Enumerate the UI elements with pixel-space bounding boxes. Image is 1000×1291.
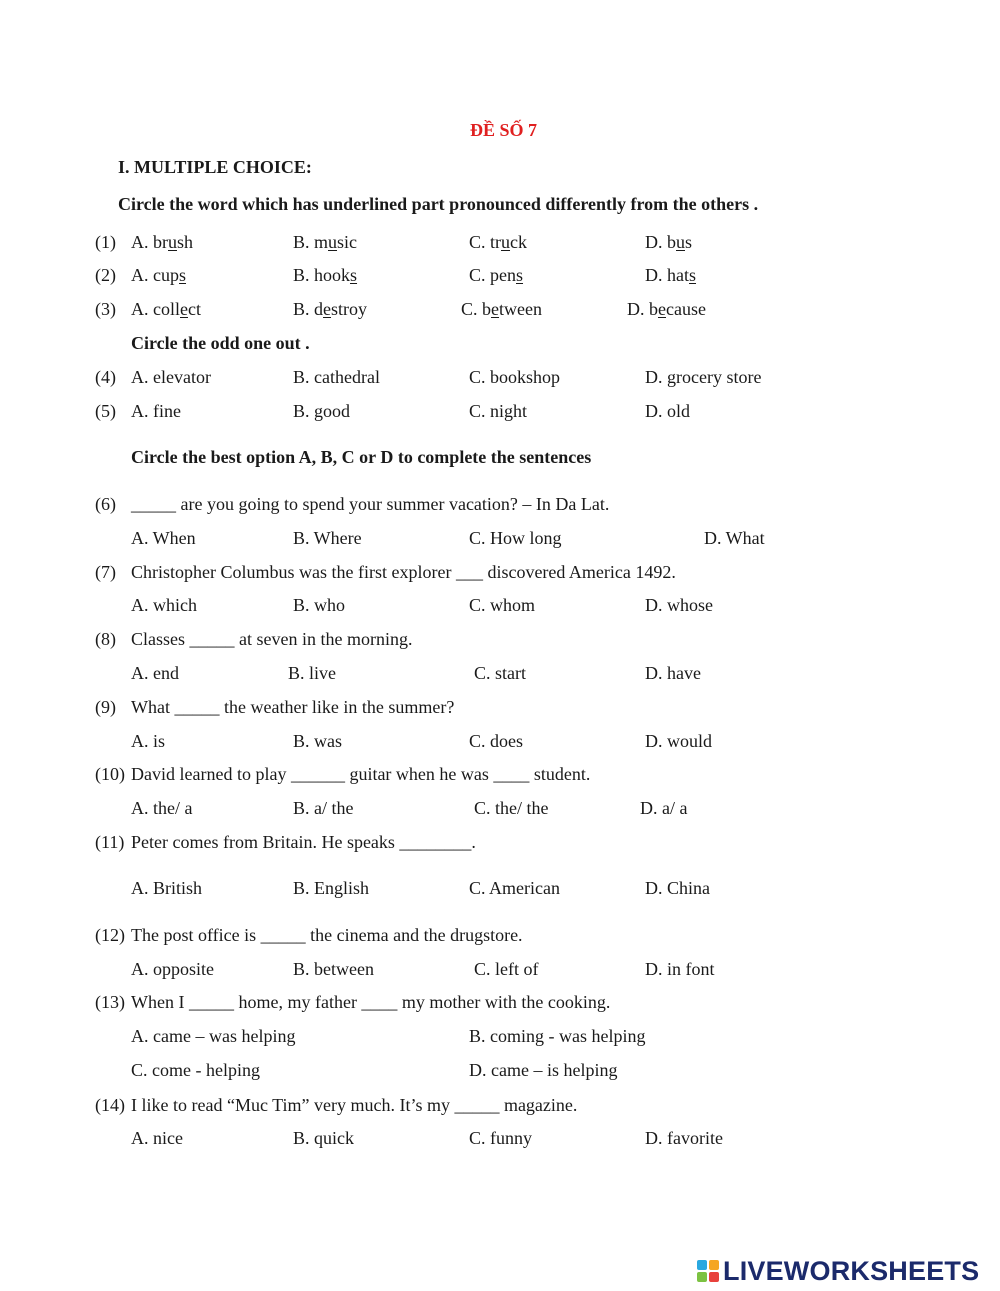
logo-square [697,1260,707,1270]
liveworksheets-logo [697,1256,979,1286]
answer-option: C. whom [469,595,536,615]
answer-option [131,233,193,251]
logo-square [697,1272,707,1282]
question-stem: The post office is _____ the cinema and the drugstore. [131,925,523,945]
option-text: D. b [627,299,658,319]
answer-option: B. English [293,878,370,898]
underlined-letter: s [689,265,697,285]
question-number: (7) [95,562,116,582]
answer-option: A. British [131,878,203,898]
answer-option: A. is [131,731,166,751]
answer-option: D. China [645,878,710,898]
answer-option [627,300,706,318]
answer-option: C. start [474,663,526,683]
answer-option: B. live [288,663,336,683]
option-text: B. d [293,299,324,319]
underlined-letter: e [180,299,188,319]
answer-option [645,233,692,251]
answer-option: B. cathedral [293,367,380,387]
underlined-letter: s [179,265,187,285]
option-text: ct [188,299,201,319]
option-text: ck [510,232,528,252]
answer-option: D. a/ a [640,798,688,818]
question-stem: Classes _____ at seven in the morning. [131,629,413,649]
option-text: stroy [331,299,368,319]
answer-option: C. left of [474,959,539,979]
underlined-letter: u [501,232,511,252]
answer-option: D. would [645,731,712,751]
option-text: A. coll [131,299,180,319]
option-text: B. m [293,232,329,252]
option-text: C. tr [469,232,502,252]
option-text: C. pen [469,265,516,285]
question-number: (13) [95,992,125,1012]
question-number: (9) [95,697,116,717]
underlined-letter: e [323,299,332,319]
question-number: (6) [95,494,116,514]
question-stem: What _____ the weather like in the summer? [131,697,455,717]
logo-text: LIVEWORKSHEETS [723,1255,980,1286]
answer-option: C. bookshop [469,367,561,387]
question-number: (14) [95,1095,125,1115]
answer-option: C. How long [469,528,562,548]
answer-option: C. does [469,731,523,751]
answer-option: A. came – was helping [131,1026,296,1046]
option-text: C. b [461,299,492,319]
answer-option: B. Where [293,528,362,548]
question-number: (11) [95,832,125,852]
answer-option: D. whose [645,595,713,615]
answer-option: A. elevator [131,367,211,387]
question-number: (4) [95,367,116,387]
question-number: (12) [95,925,125,945]
question-number: (1) [95,232,116,252]
answer-option: A. which [131,595,197,615]
answer-option: C. American [469,878,560,898]
question-number: (8) [95,629,116,649]
question-stem: I like to read “Muc Tim” very much. It’s my _____ magazine. [131,1095,578,1115]
answer-option: B. quick [293,1128,354,1148]
question-stem: Christopher Columbus was the first explorer ___ discovered America 1492. [131,562,676,582]
answer-option [293,233,357,251]
option-text: tween [499,299,542,319]
question-stem: Peter comes from Britain. He speaks ________. [131,832,476,852]
option-text: D. b [645,232,676,252]
option-text: A. br [131,232,168,252]
underlined-letter: s [350,265,358,285]
answer-option: B. a/ the [293,798,354,818]
option-text: D. hat [645,265,689,285]
section-heading: I. MULTIPLE CHOICE: [118,157,312,177]
option-text: cause [666,299,706,319]
underlined-letter: u [676,232,685,252]
underlined-letter: u [328,232,338,252]
answer-option [293,300,367,318]
answer-option: D. have [645,663,701,683]
worksheet-title: ĐỀ SỐ 7 [470,120,538,140]
instruction-odd-one-out: Circle the odd one out . [131,333,310,353]
underlined-letter: u [168,232,177,252]
answer-option: C. night [469,401,528,421]
answer-option [645,266,696,284]
answer-option: D. old [645,401,690,421]
answer-option: D. in font [645,959,715,979]
answer-option: C. come - helping [131,1060,260,1080]
answer-option [131,266,186,284]
answer-option [469,266,523,284]
question-stem: David learned to play ______ guitar when he was ____ student. [131,764,591,784]
option-text: B. hook [293,265,351,285]
answer-option: D. grocery store [645,367,762,387]
question-number: (10) [95,764,125,784]
answer-option: B. coming - was helping [469,1026,646,1046]
answer-option: B. good [293,401,351,421]
answer-option: D. came – is helping [469,1060,618,1080]
question-number: (5) [95,401,116,421]
logo-square [709,1260,719,1270]
answer-option: B. between [293,959,374,979]
underlined-letter: e [491,299,500,319]
option-text: s [685,232,693,252]
option-text: sic [337,232,358,252]
answer-option: D. favorite [645,1128,723,1148]
answer-option: C. funny [469,1128,532,1148]
answer-option: A. fine [131,401,181,421]
answer-option: A. When [131,528,196,548]
instruction-pronunciation: Circle the word which has underlined part pronounced differently from the others . [118,194,759,214]
question-stem: When I _____ home, my father ____ my mother with the cooking. [131,992,611,1012]
answer-option: A. end [131,663,179,683]
answer-option [293,266,357,284]
option-text: sh [177,232,194,252]
underlined-letter: e [658,299,666,319]
logo-square [709,1272,719,1282]
answer-option [461,300,542,318]
answer-option [131,300,201,318]
answer-option: C. the/ the [474,798,549,818]
option-text: A. cup [131,265,179,285]
underlined-letter: s [516,265,524,285]
instruction-best-option: Circle the best option A, B, C or D to complete the sentences [131,447,592,467]
answer-option [469,233,527,251]
question-stem: _____ are you going to spend your summer vacation? – In Da Lat. [131,494,610,514]
answer-option: A. opposite [131,959,214,979]
question-number: (2) [95,265,116,285]
answer-option: B. was [293,731,342,751]
logo-mark-icon [697,1260,719,1282]
answer-option: A. the/ a [131,798,193,818]
answer-option: B. who [293,595,346,615]
answer-option: A. nice [131,1128,183,1148]
answer-option: D. What [704,528,765,548]
question-number: (3) [95,299,116,319]
